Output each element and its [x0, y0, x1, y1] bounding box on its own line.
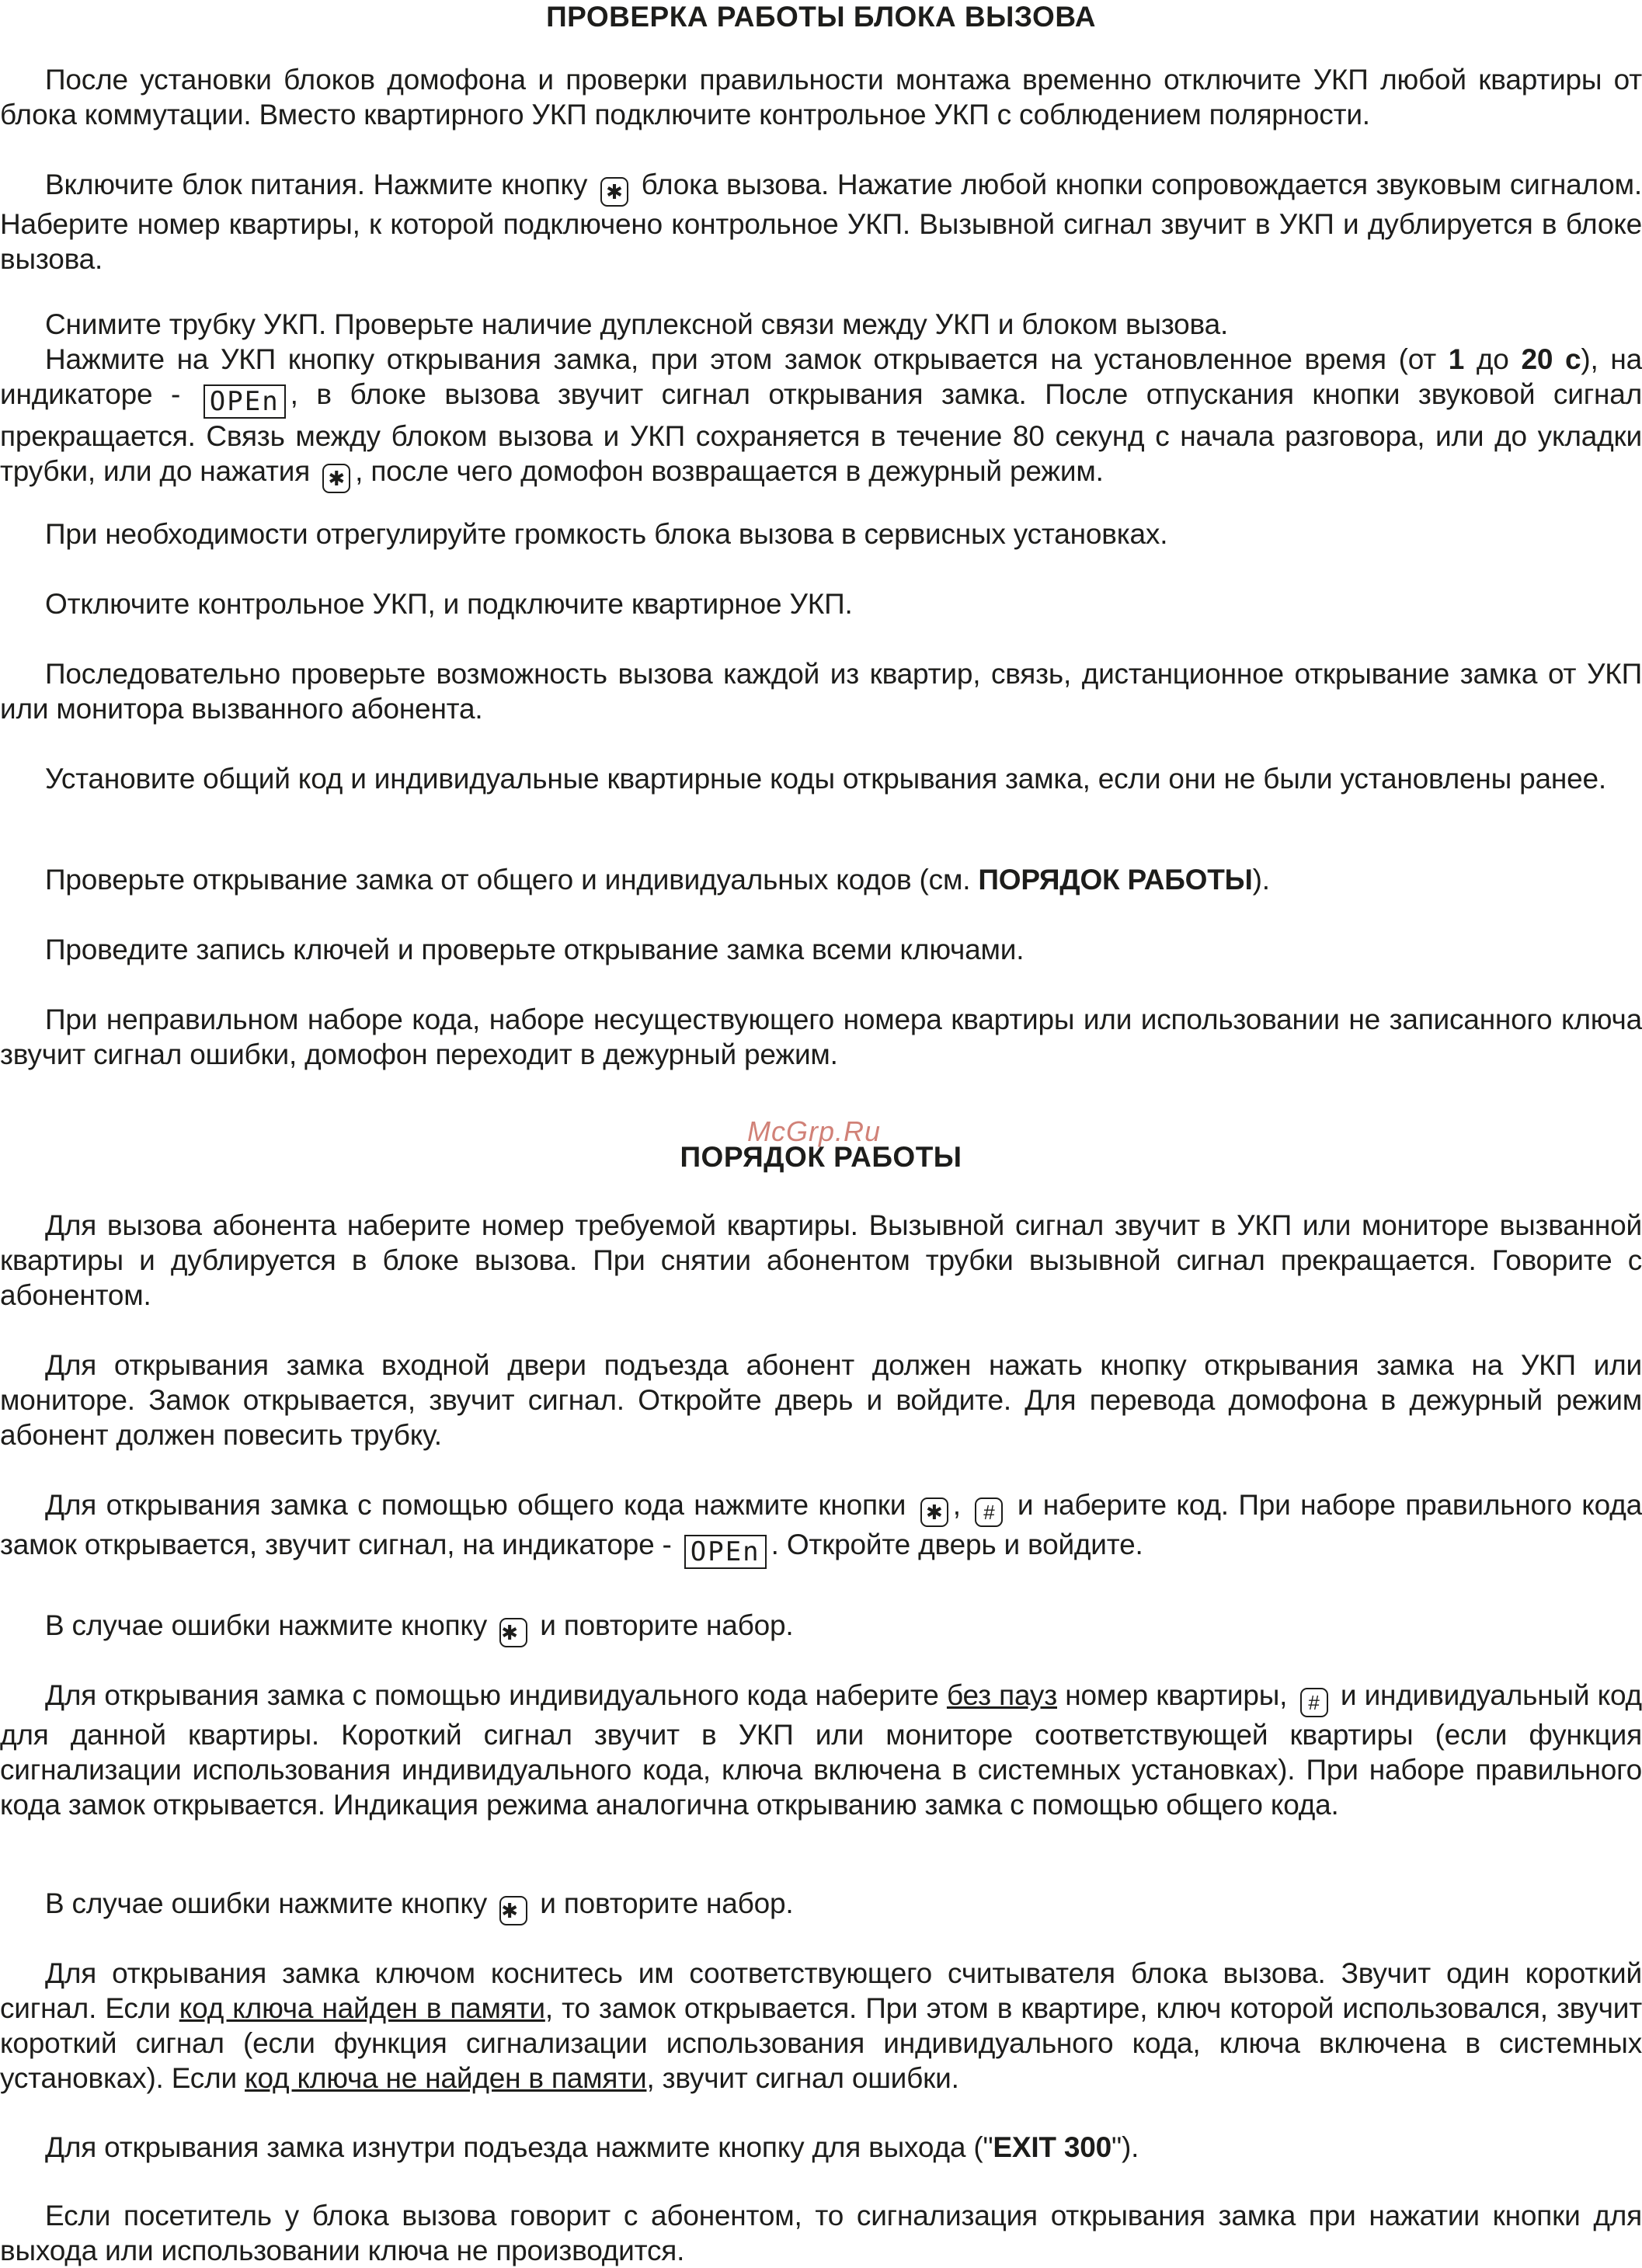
paragraph-text: Для открывания замка с помощью общего кода нажмите кнопки: [45, 1489, 906, 1521]
paragraph: [0, 761, 1642, 796]
paragraph: [0, 1002, 1642, 1072]
hash-key-icon: #: [1300, 1688, 1328, 1717]
paragraph-text: Для открывания замка входной двери подъезда абонент должен нажать кнопку открывания замка на УКП или мониторе. Замок открывается, звучит сигнал. Откройте дверь и войдите. Для перевода домофона в дежурный режим абонент должен повесить трубку.: [0, 1349, 1642, 1451]
paragraph-text: до: [1476, 343, 1509, 375]
paragraph-text: блока вызова. Нажатие любой кнопки сопровождается звуковым сигналом. Наберите номер квартиры, к которой подключено контрольное УКП. Вызывной сигнал звучит в УКП и дублируется в блоке вызова.: [0, 169, 1642, 275]
paragraph-text: и повторите набор.: [540, 1609, 794, 1641]
star-key-icon: ✱: [499, 1896, 527, 1925]
paragraph: [0, 1886, 1642, 1925]
paragraph-text: Для открывания замка изнутри подъезда нажмите кнопку для выхода (": [45, 2131, 993, 2163]
paragraph: [0, 2130, 1642, 2165]
paragraph-text: Последовательно проверьте возможность вызова каждой из квартир, связь, дистанционное открывание замка от УКП или монитора вызванного абонента.: [0, 658, 1642, 725]
bold-text: 1: [1448, 343, 1465, 375]
paragraph: [0, 862, 1642, 897]
paragraph: [0, 586, 1642, 621]
paragraph-text: , звучит сигнал ошибки.: [646, 2062, 959, 2094]
paragraph-text: и наберите код. При наборе правильного кода замок открывается, звучит сигнал, на индикаторе -: [0, 1489, 1642, 1560]
paragraph: [0, 1608, 1642, 1647]
paragraph: [0, 656, 1642, 726]
paragraph-text: и индивидуальный код для данной квартиры. Короткий сигнал звучит в УКП или мониторе соответствующей квартиры (если функция сигнализации использования индивидуального кода, ключа включена в системных установках). При наборе правильного кода замок открывается. Индикация режима аналогична открыванию замка с помощью общего кода.: [0, 1679, 1642, 1821]
paragraph: [0, 2198, 1642, 2268]
paragraph-text: Проверьте открывание замка от общего и индивидуальных кодов (см.: [45, 864, 971, 896]
paragraph-text: Если посетитель у блока вызова говорит с абонентом, то сигнализация открывания замка при нажатии кнопки для выхода или использовании ключа не производится.: [0, 2200, 1642, 2266]
paragraph-text: После установки блоков домофона и проверки правильности монтажа временно отключите УКП любой квартиры от блока коммутации. Вместо квартирного УКП подключите контрольное УКП с соблюдением полярности.: [0, 64, 1642, 130]
paragraph-text: В случае ошибки нажмите кнопку: [45, 1609, 488, 1641]
star-key-icon: ✱: [600, 177, 628, 207]
paragraph-text: Для вызова абонента наберите номер требуемой квартиры. Вызывной сигнал звучит в УКП или мониторе вызванной квартиры и дублируется в блоке вызова. При снятии абонентом трубки вызывной сигнал прекращается. Говорите с абонентом.: [0, 1209, 1642, 1311]
star-key-icon: ✱: [322, 464, 350, 493]
paragraph: [0, 342, 1642, 493]
underlined-text: код ключа найден в памяти: [179, 1992, 545, 2024]
lcd-open-indicator-icon: OPEn: [684, 1535, 767, 1569]
paragraph-text: При необходимости отрегулируйте громкость блока вызова в сервисных установках.: [45, 518, 1168, 550]
paragraph-text: Нажмите на УКП кнопку открывания замка, при этом замок открывается на установленное время (от: [45, 343, 1436, 375]
paragraph-text: Для открывания замка ключом коснитесь им соответствующего считывателя блока вызова. Звучит один короткий сигнал. Если: [0, 1957, 1642, 2024]
paragraph-text: ").: [1111, 2131, 1139, 2163]
paragraph-text: ).: [1252, 864, 1270, 896]
paragraph: [0, 517, 1642, 551]
paragraph: [0, 1348, 1642, 1452]
underlined-text: код ключа не найден в памяти: [245, 2062, 647, 2094]
paragraph-text: номер квартиры,: [1065, 1679, 1288, 1711]
bold-text: ПОРЯДОК РАБОТЫ: [978, 864, 1253, 896]
paragraph: [0, 62, 1642, 132]
paragraph: [0, 1487, 1642, 1569]
paragraph-text: Проведите запись ключей и проверьте открывание замка всеми ключами.: [45, 934, 1025, 965]
paragraph: [0, 1678, 1642, 1822]
lcd-open-indicator-icon: OPEn: [204, 384, 286, 419]
paragraph-text: Включите блок питания. Нажмите кнопку: [45, 169, 588, 200]
paragraph-text: ,: [952, 1489, 961, 1521]
paragraph: [0, 932, 1642, 967]
paragraph-text: Снимите трубку УКП. Проверьте наличие дуплексной связи между УКП и блоком вызова.: [45, 308, 1229, 340]
section-title-check: ПРОВЕРКА РАБОТЫ БЛОКА ВЫЗОВА: [546, 1, 1096, 33]
watermark: McGrp.Ru: [747, 1115, 882, 1147]
paragraph: [0, 307, 1642, 342]
star-key-icon: ✱: [920, 1498, 948, 1527]
paragraph-text: Для открывания замка с помощью индивидуального кода наберите: [45, 1679, 939, 1711]
paragraph: [0, 1208, 1642, 1313]
bold-text: EXIT 300: [993, 2131, 1112, 2163]
paragraph-text: Отключите контрольное УКП, и подключите квартирное УКП.: [45, 588, 853, 620]
section-title-operation: ПОРЯДОК РАБОТЫ: [680, 1141, 962, 1173]
paragraph-text: Установите общий код и индивидуальные квартирные коды открывания замка, если они не были установлены ранее.: [45, 763, 1606, 795]
hash-key-icon: #: [975, 1498, 1003, 1527]
paragraph: [0, 1956, 1642, 2096]
star-key-icon: ✱: [499, 1618, 527, 1647]
paragraph-text: ), на индикаторе -: [0, 343, 1642, 410]
paragraph-text: . Откройте дверь и войдите.: [771, 1529, 1143, 1560]
paragraph-text: , в блоке вызова звучит сигнал открывания замка. После отпускания кнопки звуковой сигнал прекращается. Связь между блоком вызова и УКП сохраняется в течение 80 секунд с начала разговора, или до укладки трубки, или до нажатия: [0, 378, 1642, 487]
paragraph-text: и повторите набор.: [540, 1887, 794, 1919]
paragraph-text: В случае ошибки нажмите кнопку: [45, 1887, 488, 1919]
paragraph: [0, 167, 1642, 277]
paragraph-text: , после чего домофон возвращается в дежурный режим.: [355, 455, 1104, 487]
underlined-text: без пауз: [946, 1679, 1057, 1711]
paragraph-text: , то замок открывается. При этом в квартире, ключ которой использовался, звучит короткий сигнал (если функция сигнализации использования индивидуального кода, ключа включена в системных установках). Если: [0, 1992, 1642, 2094]
paragraph-text: При неправильном наборе кода, наборе несуществующего номера квартиры или использовании не записанного ключа звучит сигнал ошибки, домофон переходит в дежурный режим.: [0, 1004, 1642, 1070]
bold-text: 20 с: [1521, 343, 1581, 375]
